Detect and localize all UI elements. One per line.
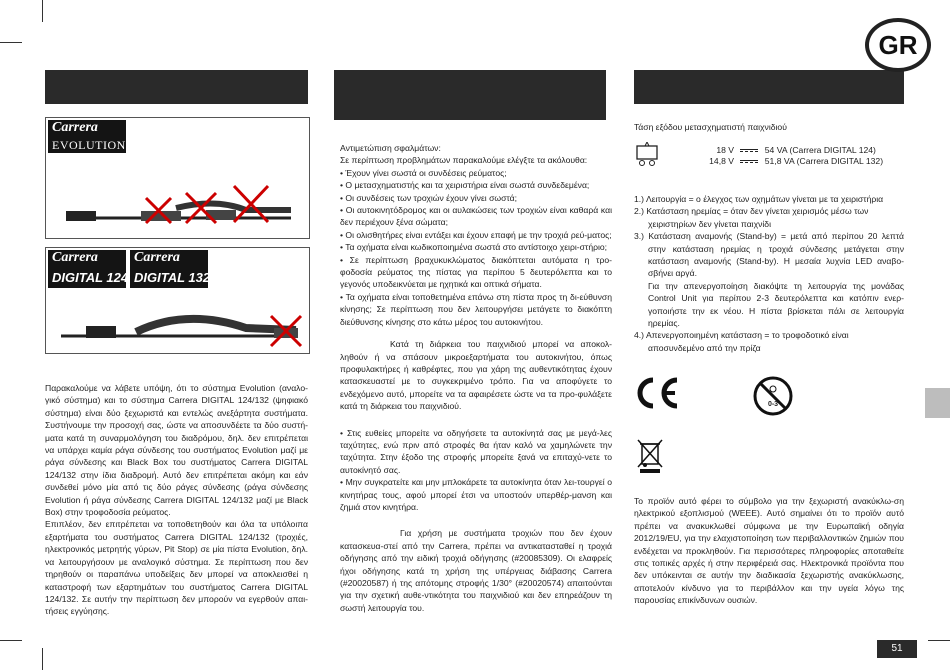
crop-mark — [42, 0, 43, 22]
troubleshooting-item: • Οι ολισθητήρες είναι εντάξει και έχουν επαφή με την τροχιά ρεύ-ματος; — [340, 229, 612, 240]
crop-mark — [0, 640, 22, 641]
dc-symbol — [740, 160, 758, 163]
brand-name: Carrera — [52, 250, 98, 265]
state-number: 4.) — [634, 330, 645, 341]
middle-column-text — [340, 142, 612, 614]
transformer-title: Τάση εξόδου μετασχηματιστή παιχνιδιού — [634, 122, 787, 132]
product-name: DIGITAL 132 — [134, 270, 211, 285]
driving-tip: • Στις ευθείες μπορείτε να οδηγήσετε τα αυτοκίνητά σας με μεγά-λες ταχύτητες, ενώ πριν από στροφές θα ήταν καλό να χαμηλώνετε την ταχύτητα. Στην έξοδο της στροφής μπορείτε ξανά να επιταχύ-νετε το αυτοκίνητό σας. — [340, 427, 612, 475]
troubleshooting-item: • Έχουν γίνει σωστά οι συνδέσεις ρεύματος; — [340, 167, 507, 178]
troubleshooting-item: • Τα οχήματα είναι τοποθετημένα επάνω στη πίστα προς τη δι-εύθυνση κίνησης; Σε περίπτωση που δεν λειτουργήσει μετάγετε το διακόπτη διεύθυνσης κίνησης στο κάτω μέρος του αυτοκινήτου. — [340, 291, 612, 327]
state-number: 3.) — [634, 231, 645, 242]
ce-mark-icon — [633, 376, 681, 410]
voltage-value: 14,8 V — [709, 156, 734, 166]
age-range-label: 0-3 — [767, 401, 779, 408]
state-item — [634, 230, 904, 280]
header-bar-middle — [334, 70, 606, 120]
power-row — [690, 145, 876, 155]
side-tab — [925, 388, 950, 418]
guide-track-note: Για χρήση με συστήματα τροχιών που δεν έχουν κατασκευα-στεί από την Carrera, πρέπει να αντικατασταθεί η τροχιά οδήγησης από την ειδική τροχιά οδήγησης (#20085309). Οι ελαφρείς ήχοι οδήγησης κατά τη χρήση της υπέργειας διάβασης Carrera (#20020587) ή της απότομης στροφής 1/30° (#20020574) απαιτούνται για την σχετική αυθε-ντικότητα του παιχνιδιού και δεν επηρεάζουν τη σωστή λειτουργία του. — [340, 528, 612, 613]
left-column-text — [45, 382, 308, 618]
state-item — [634, 329, 904, 354]
brand-name: Carrera — [52, 120, 98, 135]
warranty-note: Επιπλέον, δεν επιτρέπεται να τοποθετηθούν και όλα τα υπόλοιπα εξαρτήματα του συστήματος Carrera DIGITAL 124/132 (τροχιές, ηλεκτρονικός μετρητής γύρων, Pit Stop) σε μία πίστα Evolution, δηλ. να λειτουργήσουν με αναλογικό σύστημα. Σε περίπτωση που δεν τηρηθούν οι παραπάνω υποδείξεις δεν μπορεί να αποκλεισθεί η καταστροφή των εξαρτημάτων του συστήματος Carrera DIGITAL 124/132. Σε αυτήν την περίπτωση δεν μπορούν να εγερθούν απαι-τήσεις εγγύησης. — [45, 519, 308, 617]
crop-mark — [928, 640, 950, 641]
evolution-illustration — [45, 117, 310, 239]
compatibility-note: Παρακαλούμε να λάβετε υπόψη, ότι το σύστημα Evolution (αναλο-γικό σύστημα) και το σύστημα Carrera DIGITAL 124/132 (ψηφιακό σύστημα) είναι δύο ξεχωριστά και εντελώς ανεξάρτητα συστήματα. Συστήνουμε την προσοχή σας, ώστε να αποσυνδέετε τα δύο συστή-ματα κατά τη συναρμολόγηση του διαδρόμου, δηλ. δεν επιτρέπεται να υπάρχει καμία ράγα σύνδεσης του συστήματος Evolution μαζί με ράγα σύνδεσης και Black Box του συστήματος Carrera DIGITAL 124/132 στην ίδια διαδρομή. Αυτό δεν επιτρέπεται ακόμη και εάν συνδεθεί μόνο μία από τις δύο ράγες σύνδεσης (ράγα σύνδεσης Evolution ή ράγα σύνδεσης Carrera DIGITAL 124/132 μαζί με Black Box) στην τροφοδοσία ρεύματος. — [45, 383, 308, 518]
state-item — [634, 205, 904, 230]
troubleshooting-item: • Οι συνδέσεις των τροχιών έχουν γίνει σωστά; — [340, 192, 518, 203]
power-rating: 54 VA (Carrera DIGITAL 124) — [764, 145, 876, 155]
page-number: 51 — [891, 643, 903, 654]
voltage-value: 18 V — [716, 145, 734, 155]
brand-name: Carrera — [134, 250, 180, 265]
digital-track-drawing — [46, 248, 309, 353]
product-name: DIGITAL 124 — [52, 270, 129, 285]
troubleshooting-item: • Οι αυτοκινητόδρομος και οι αυλακώσεις των τροχιών είναι καθαρά και δεν περιέχουν ξένα σώματα; — [340, 205, 612, 228]
state-text: Κατάσταση αναμονής (Stand-by) = μετά από περίπου 20 λεπτά στην κατάσταση ηρεμίας η τροχιά σύνδεσης μετάγεται στην κατάσταση αναμονής (Stand-by). Η μεσαία λυχνία LED αναβο-σβήνει αργά. — [648, 231, 904, 279]
state-item — [634, 193, 904, 205]
state-text: Λειτουργία = ο έλεγχος των οχημάτων γίνεται με τα χειριστήρια — [645, 194, 884, 204]
crop-mark — [42, 648, 43, 670]
weee-bin-icon — [636, 438, 664, 474]
operating-states — [634, 193, 904, 354]
digital-illustration — [45, 247, 310, 354]
transformer-icon — [635, 142, 665, 168]
country-badge: GR — [865, 18, 931, 72]
small-parts-note: Κατά τη διάρκεια του παιχνιδιού μπορεί να αποκολ-ληθούν ή να σπάσουν μικροεξαρτήματα του αυτοκινήτου, όπως προφυλακτήρες ή καθρέφτες, που για χάρη της αυθεντικότητας έχουν κατασκευαστεί με το συγκεκριμένο τρόπο. Για να αποφύγετε το ενδεχόμενο αυτό, μπορείτε να τα αφαιρέσετε ώστε να τα προ-φυλάξετε κατά τη διάρκεια του παιχνιδιού. — [340, 339, 612, 412]
troubleshooting-title: Αντιμετώπιση σφαλμάτων: — [340, 143, 441, 153]
motor-warning: • Μην συγκρατείτε και μην μπλοκάρετε τα αυτοκίνητα όταν λει-τουργεί ο κινητήρας τους, αφού μπορεί έτσι να υποστούν υπερθέρ-μανση και ζημιά στον κινητήρα. — [340, 477, 612, 512]
state-text: Κατάσταση ηρεμίας = όταν δεν γίνεται χειρισμός μέσω των χειριστηρίων δεν γίνεται παιχνίδι — [646, 206, 869, 229]
power-row — [690, 156, 883, 166]
troubleshooting-item: • Σε περίπτωση βραχυκυκλώματος διακόπτεται αυτόματα η τρο-φοδοσία ρεύματος της πίστας για περίπου 5 δευτερόλεπτα και το γεγονός υποδεικνύεται με ηχητικά και οπτικά σήματα. — [340, 254, 612, 290]
header-bar-right — [634, 70, 904, 104]
evolution-track-drawing — [46, 118, 309, 238]
dc-symbol — [740, 149, 758, 152]
state-number: 2.) — [634, 206, 645, 217]
state-extra: Για την απενεργοποίηση διακόψτε τη λειτουργία της μονάδας Control Unit για περίπου 2-3 δευτερόλεπτα και κατόπιν ενερ-γοποιήστε την εκ νέου. Η πίστα βρίσκεται πάλι σε λειτουργία ηρεμίας. — [648, 280, 904, 329]
troubleshooting-item: • Τα οχήματα είναι κωδικοποιημένα σωστά στο αντίστοιχο χειρι-στήριο; — [340, 242, 608, 253]
troubleshooting-intro: Σε περίπτωση προβλημάτων παρακαλούμε ελέγξτε τα ακόλουθα: — [340, 155, 588, 166]
product-name: EVOLUTION — [52, 138, 126, 152]
header-bar-left — [45, 70, 308, 104]
age-warning-icon — [752, 375, 794, 417]
crop-mark — [0, 42, 22, 43]
state-text: Απενεργοποιημένη κατάσταση = το τροφοδοτικό είναι αποσυνδεμένο από την πρίζα — [645, 330, 849, 353]
state-number: 1.) — [634, 194, 645, 204]
troubleshooting-item: • Ο μετασχηματιστής και τα χειριστήρια είναι σωστά συνδεδεμένα; — [340, 180, 590, 191]
power-rating: 51,8 VA (Carrera DIGITAL 132) — [764, 156, 884, 166]
weee-note: Το προϊόν αυτό φέρει το σύμβολο για την ξεχωριστή ανακύκλω-ση ηλεκτρικού εξοπλισμού (WEEE). Αυτό σημαίνει ότι το προϊόν αυτό πρέπει να ανακυκλωθεί σύμφωνα με την Ευρωπαϊκή οδηγία 2012/19/EU, για την ελαχιστοποίηση των περιβαλλοντικών ζημιών που ενδέχεται να προκληθούν. Για περισσότερες πληροφορίες αποταθείτε στις τοπικές αρχές ή στην περιφέρειά σας. Ηλεκτρονικά προϊόντα που δεν υπόκεινται σε αυτήν την διαδικασία ξεχωριστής ανακύκλωσης, αποτελούν κίνδυνο για το περιβάλλον και την υγεία λόγω της παρουσίας επικίνδυνων ουσιών. — [634, 496, 904, 606]
